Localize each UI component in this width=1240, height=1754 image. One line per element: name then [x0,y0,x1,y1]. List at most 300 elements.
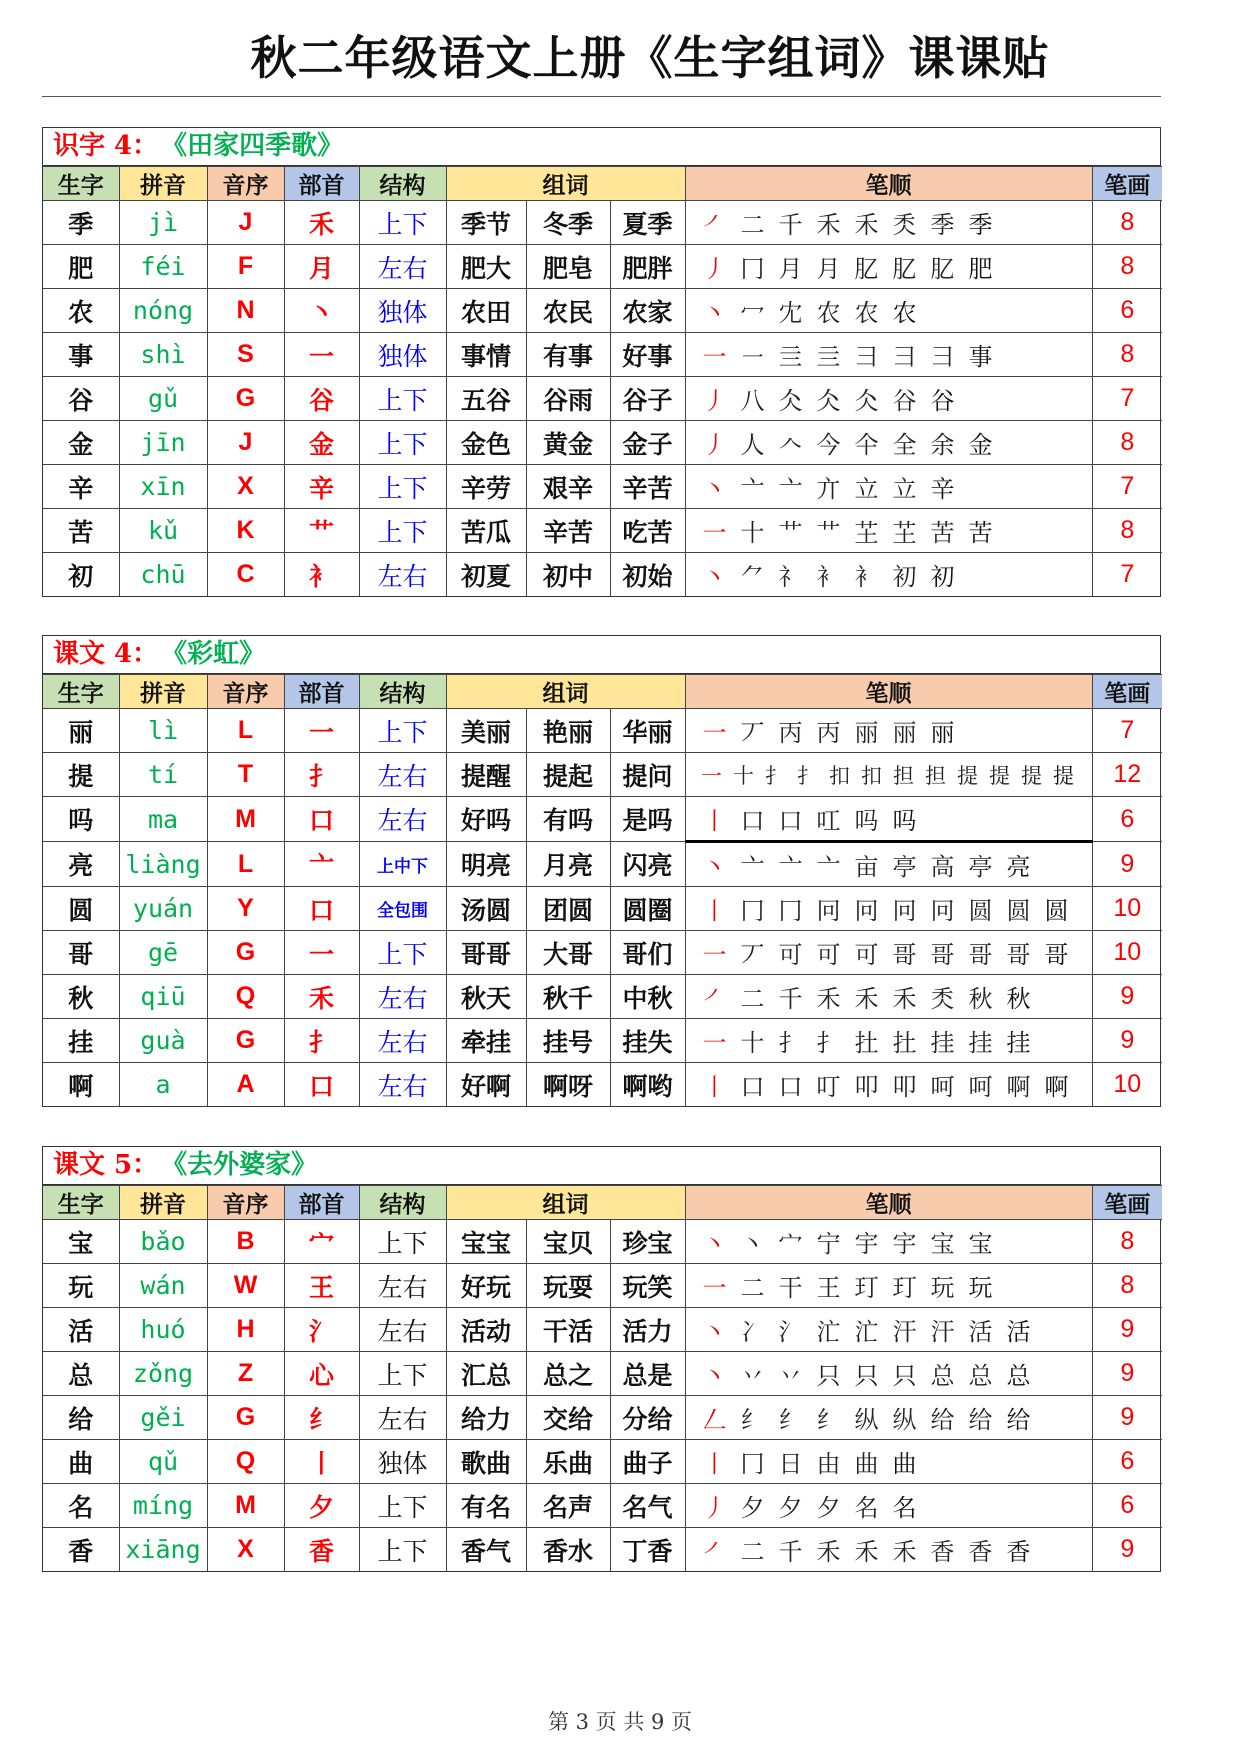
stroke-count-cell: 9 [1092,1352,1162,1396]
word-cell: 玩耍 [526,1264,610,1308]
title-divider [42,96,1161,97]
pinyin-cell: kǔ [119,509,207,553]
stroke-step: 初 [892,563,917,591]
stroke-step: 名 [892,1494,917,1522]
stroke-count-cell: 10 [1092,931,1162,975]
stroke-step: 一 [702,1029,727,1057]
stroke-step: 活 [968,1318,993,1346]
stroke-step: 宁 [816,1230,841,1258]
stroke-step: 玎 [854,1274,879,1302]
stroke-step: 冋 [930,897,955,925]
structure-cell: 上下 [359,421,446,465]
stroke-step: 余 [930,431,955,459]
stroke-step: 丿 [702,255,727,283]
initial-letter-cell: C [207,553,284,597]
word-cell: 华丽 [610,709,685,753]
lesson-name: 《田家四季歌》 [174,131,344,161]
stroke-step: 夕 [816,1494,841,1522]
stroke-step: 禾 [816,211,841,239]
stroke-step: 丶 [702,475,727,503]
stroke-step: 哥 [892,941,917,969]
radical-cell: 亠 [284,842,359,887]
stroke-step: 扣 [861,763,883,788]
structure-cell: 左右 [359,1308,446,1352]
radical-cell: 谷 [284,377,359,421]
column-header-structure: 结构 [359,675,446,709]
column-header-strokes: 笔顺 [685,1186,1092,1220]
table-row [43,509,1162,553]
word-cell: 挂失 [610,1019,685,1063]
word-cell: 哥哥 [446,931,526,975]
stroke-order-cell [685,1063,1092,1107]
word-cell: 给力 [446,1396,526,1440]
initial-letter-cell: N [207,289,284,333]
stroke-order-cell [685,1019,1092,1063]
word-cell: 提问 [610,753,685,797]
stroke-order-cell [685,421,1092,465]
pinyin-cell: xiāng [119,1528,207,1572]
stroke-step: 纟 [816,1406,841,1434]
radical-cell: 口 [284,797,359,842]
character-cell: 亮 [43,842,119,887]
stroke-step: 亭 [892,853,917,881]
table-row [43,1220,1162,1264]
stroke-step: 仌 [854,387,879,415]
structure-cell: 上下 [359,1528,446,1572]
pinyin-cell: liàng [119,842,207,887]
stroke-step: 秂 [892,211,917,239]
word-cell: 谷雨 [526,377,610,421]
stroke-step: 总 [930,1362,955,1390]
stroke-step: 丨 [702,897,727,925]
table-row [43,1019,1162,1063]
table-row [43,753,1162,797]
stroke-step: 禾 [816,1538,841,1566]
stroke-step: 仐 [854,431,879,459]
page-title: 秋二年级语文上册《生字组词》课课贴 [250,31,1050,85]
pinyin-cell: guà [119,1019,207,1063]
word-cell: 香气 [446,1528,526,1572]
stroke-step: 冖 [740,299,765,327]
stroke-step: 礻 [778,563,803,591]
table-row [43,1352,1162,1396]
stroke-step: 挂 [968,1029,993,1057]
stroke-step: 哥 [1044,941,1069,969]
word-cell: 月亮 [526,842,610,887]
table-row [43,421,1162,465]
pinyin-cell: qǔ [119,1440,207,1484]
word-cell: 香水 [526,1528,610,1572]
stroke-step: 初 [930,563,955,591]
stroke-step: 丿 [702,1494,727,1522]
word-cell: 闪亮 [610,842,685,887]
stroke-step: 季 [968,211,993,239]
radical-cell: 丶 [284,289,359,333]
stroke-step: 十 [740,519,765,547]
stroke-count-cell: 6 [1092,797,1162,842]
stroke-count-cell: 9 [1092,842,1162,887]
character-cell: 初 [43,553,119,597]
stroke-step: 总 [1006,1362,1031,1390]
stroke-step: 名 [854,1494,879,1522]
stroke-step: 金 [968,431,993,459]
stroke-count-cell: 9 [1092,1528,1162,1572]
word-cell: 苦瓜 [446,509,526,553]
stroke-step: 秋 [968,985,993,1013]
stroke-step: 肊 [930,255,955,283]
word-cell: 秋天 [446,975,526,1019]
stroke-step: 十 [733,763,755,788]
column-header-count: 笔画 [1092,167,1162,201]
structure-cell: 独体 [359,1440,446,1484]
stroke-count-cell: 8 [1092,1264,1162,1308]
stroke-step: 丨 [702,1073,727,1101]
stroke-step: 王 [816,1274,841,1302]
stroke-step: 冂 [778,897,803,925]
word-cell: 农田 [446,289,526,333]
stroke-step: 丽 [930,719,955,747]
character-cell: 啊 [43,1063,119,1107]
word-cell: 啊哟 [610,1063,685,1107]
word-cell: 啊呀 [526,1063,610,1107]
table-row [43,245,1162,289]
radical-cell: 扌 [284,1019,359,1063]
word-cell: 中秋 [610,975,685,1019]
stroke-step: 玩 [968,1274,993,1302]
word-cell: 乐曲 [526,1440,610,1484]
section-2 [42,635,1161,1107]
stroke-step: 季 [930,211,955,239]
stroke-step: 肊 [854,255,879,283]
section-title [43,128,1160,166]
table-row [43,709,1162,753]
word-cell: 初始 [610,553,685,597]
stroke-step: 禾 [854,211,879,239]
initial-letter-cell: W [207,1264,284,1308]
word-cell: 秋千 [526,975,610,1019]
column-header-words: 组词 [446,1186,685,1220]
stroke-order-cell [685,842,1092,887]
stroke-step: 丷 [778,1362,803,1390]
stroke-order-cell [685,289,1092,333]
stroke-step: 哥 [968,941,993,969]
stroke-step: 纟 [778,1406,803,1434]
table-row [43,333,1162,377]
structure-cell: 左右 [359,753,446,797]
stroke-step: ㇒ [702,985,727,1013]
character-cell: 总 [43,1352,119,1396]
column-header-pinyin: 拼音 [119,167,207,201]
stroke-step: 哥 [930,941,955,969]
stroke-step: 肥 [968,255,993,283]
stroke-step: 亠 [816,853,841,881]
stroke-step: 可 [816,941,841,969]
stroke-step: 丨 [702,807,727,835]
pinyin-cell: jì [119,201,207,245]
stroke-order-cell [685,1308,1092,1352]
stroke-count-cell: 7 [1092,709,1162,753]
table-row [43,1396,1162,1440]
character-cell: 丽 [43,709,119,753]
structure-cell: 左右 [359,797,446,842]
stroke-step: 吗 [892,807,917,835]
pinyin-cell: qiū [119,975,207,1019]
initial-letter-cell: L [207,709,284,753]
structure-cell: 上下 [359,1352,446,1396]
stroke-step: 亠 [778,475,803,503]
word-cell: 丁香 [610,1528,685,1572]
stroke-count-cell: 6 [1092,1484,1162,1528]
section-title [43,636,1160,674]
pinyin-cell: nóng [119,289,207,333]
stroke-order-cell [685,1440,1092,1484]
stroke-step: 冂 [740,897,765,925]
word-cell: 圆圈 [610,887,685,931]
stroke-count-cell: 12 [1092,753,1162,797]
structure-cell: 上下 [359,931,446,975]
stroke-step: 叿 [816,807,841,835]
stroke-step: 丶 [702,563,727,591]
initial-letter-cell: X [207,1528,284,1572]
column-header-letter: 音序 [207,1186,284,1220]
word-cell: 珍宝 [610,1220,685,1264]
stroke-step: 亮 [1006,853,1031,881]
radical-cell: 衤 [284,553,359,597]
header-row [43,167,1162,201]
stroke-step: 纵 [854,1406,879,1434]
character-cell: 辛 [43,465,119,509]
word-cell: 总之 [526,1352,610,1396]
character-cell: 事 [43,333,119,377]
radical-cell: 夕 [284,1484,359,1528]
stroke-count-cell: 8 [1092,421,1162,465]
stroke-step: 亭 [968,853,993,881]
column-header-strokes: 笔顺 [685,167,1092,201]
stroke-step: 叮 [816,1073,841,1101]
pinyin-cell: gǔ [119,377,207,421]
table-row [43,1063,1162,1107]
word-cell: 初中 [526,553,610,597]
word-cell: 宝宝 [446,1220,526,1264]
stroke-step: 冋 [892,897,917,925]
stroke-step: 口 [778,1073,803,1101]
character-cell: 曲 [43,1440,119,1484]
stroke-step: 农 [892,299,917,327]
column-header-char: 生字 [43,1186,119,1220]
radical-cell: 一 [284,333,359,377]
stroke-step: 人 [740,431,765,459]
stroke-count-cell: 10 [1092,887,1162,931]
stroke-order-cell [685,333,1092,377]
column-header-radical: 部首 [284,675,359,709]
structure-cell: 左右 [359,553,446,597]
word-cell: 初夏 [446,553,526,597]
stroke-step: 肊 [892,255,917,283]
table-row [43,797,1162,842]
word-cell: 哥们 [610,931,685,975]
stroke-step: 辛 [930,475,955,503]
column-header-radical: 部首 [284,167,359,201]
stroke-count-cell: 8 [1092,509,1162,553]
stroke-step: 纵 [892,1406,917,1434]
stroke-step: 芏 [854,519,879,547]
stroke-step: 香 [930,1538,955,1566]
stroke-step: 香 [968,1538,993,1566]
radical-cell: 禾 [284,201,359,245]
radical-cell: 辛 [284,465,359,509]
column-header-count: 笔画 [1092,675,1162,709]
structure-cell: 左右 [359,1396,446,1440]
structure-cell: 独体 [359,289,446,333]
stroke-step: ㇒ [702,211,727,239]
stroke-step: 提 [989,763,1011,788]
stroke-step: 亖 [778,343,803,371]
stroke-step: 给 [968,1406,993,1434]
stroke-step: 口 [740,807,765,835]
stroke-step: 彐 [930,343,955,371]
word-cell: 黄金 [526,421,610,465]
stroke-order-cell [685,1352,1092,1396]
word-cell: 大哥 [526,931,610,975]
word-cell: 歌曲 [446,1440,526,1484]
column-header-char: 生字 [43,167,119,201]
initial-letter-cell: G [207,931,284,975]
stroke-count-cell: 7 [1092,377,1162,421]
word-cell: 艰辛 [526,465,610,509]
stroke-step: 一 [702,941,727,969]
stroke-step: 活 [1006,1318,1031,1346]
stroke-step: 啊 [1044,1073,1069,1101]
pinyin-cell: chū [119,553,207,597]
character-cell: 金 [43,421,119,465]
vocab-table [43,166,1162,596]
stroke-step: 叩 [854,1073,879,1101]
stroke-step: 给 [930,1406,955,1434]
table-row [43,201,1162,245]
stroke-step: 丷 [740,1362,765,1390]
pinyin-cell: bǎo [119,1220,207,1264]
stroke-count-cell: 7 [1092,553,1162,597]
stroke-count-cell: 9 [1092,1396,1162,1440]
word-cell: 辛苦 [526,509,610,553]
radical-cell: 口 [284,887,359,931]
initial-letter-cell: G [207,1396,284,1440]
character-cell: 哥 [43,931,119,975]
word-cell: 汤圆 [446,887,526,931]
word-cell: 谷子 [610,377,685,421]
stroke-step: 汗 [930,1318,955,1346]
stroke-step: 宇 [854,1230,879,1258]
stroke-step: 担 [925,763,947,788]
stroke-step: 谷 [930,387,955,415]
radical-cell: 王 [284,1264,359,1308]
stroke-step: 千 [778,211,803,239]
initial-letter-cell: M [207,797,284,842]
stroke-order-cell [685,1528,1092,1572]
table-row [43,1264,1162,1308]
stroke-step: 苦 [968,519,993,547]
stroke-step: 二 [740,985,765,1013]
stroke-count-cell: 6 [1092,1440,1162,1484]
stroke-step: 冘 [778,299,803,327]
stroke-step: 扗 [854,1029,879,1057]
stroke-count-cell: 8 [1092,245,1162,289]
word-cell: 团圆 [526,887,610,931]
stroke-step: 扣 [829,763,851,788]
word-cell: 玩笑 [610,1264,685,1308]
word-cell: 交给 [526,1396,610,1440]
initial-letter-cell: B [207,1220,284,1264]
stroke-step: 亣 [816,475,841,503]
word-cell: 五谷 [446,377,526,421]
column-header-char: 生字 [43,675,119,709]
stroke-step: 十 [740,1029,765,1057]
word-cell: 提醒 [446,753,526,797]
stroke-step: 仌 [816,387,841,415]
character-cell: 提 [43,753,119,797]
stroke-order-cell [685,245,1092,289]
stroke-step: 二 [740,211,765,239]
table-row [43,931,1162,975]
stroke-step: 口 [778,807,803,835]
radical-cell: 丨 [284,1440,359,1484]
stroke-step: 一 [702,519,727,547]
stroke-step: 月 [778,255,803,283]
pinyin-cell: míng [119,1484,207,1528]
stroke-step: 扗 [892,1029,917,1057]
stroke-order-cell [685,975,1092,1019]
stroke-step: 事 [968,343,993,371]
stroke-step: 呵 [930,1073,955,1101]
initial-letter-cell: J [207,201,284,245]
stroke-step: 只 [892,1362,917,1390]
word-cell: 事情 [446,333,526,377]
pinyin-cell: gē [119,931,207,975]
stroke-step: 玎 [892,1274,917,1302]
table-row [43,842,1162,887]
pinyin-cell: ma [119,797,207,842]
stroke-step: 汒 [854,1318,879,1346]
radical-cell: 禾 [284,975,359,1019]
word-cell: 是吗 [610,797,685,842]
word-cell: 活动 [446,1308,526,1352]
stroke-step: 彐 [892,343,917,371]
stroke-step: 扌 [816,1029,841,1057]
pinyin-cell: lì [119,709,207,753]
word-cell: 汇总 [446,1352,526,1396]
stroke-step: 苦 [930,519,955,547]
stroke-step: 香 [1006,1538,1031,1566]
stroke-step: 圆 [1044,897,1069,925]
stroke-count-cell: 8 [1092,201,1162,245]
stroke-step: 禾 [854,1538,879,1566]
character-cell: 肥 [43,245,119,289]
table-row [43,975,1162,1019]
word-cell: 好吗 [446,797,526,842]
initial-letter-cell: S [207,333,284,377]
header-row [43,1186,1162,1220]
character-cell: 农 [43,289,119,333]
stroke-step: 禾 [892,985,917,1013]
stroke-step: 亖 [816,343,841,371]
stroke-step: 丶 [702,1318,727,1346]
stroke-step: 亠 [740,853,765,881]
table-row [43,1484,1162,1528]
stroke-step: 吗 [854,807,879,835]
column-header-letter: 音序 [207,675,284,709]
initial-letter-cell: G [207,1019,284,1063]
stroke-step: 宇 [892,1230,917,1258]
